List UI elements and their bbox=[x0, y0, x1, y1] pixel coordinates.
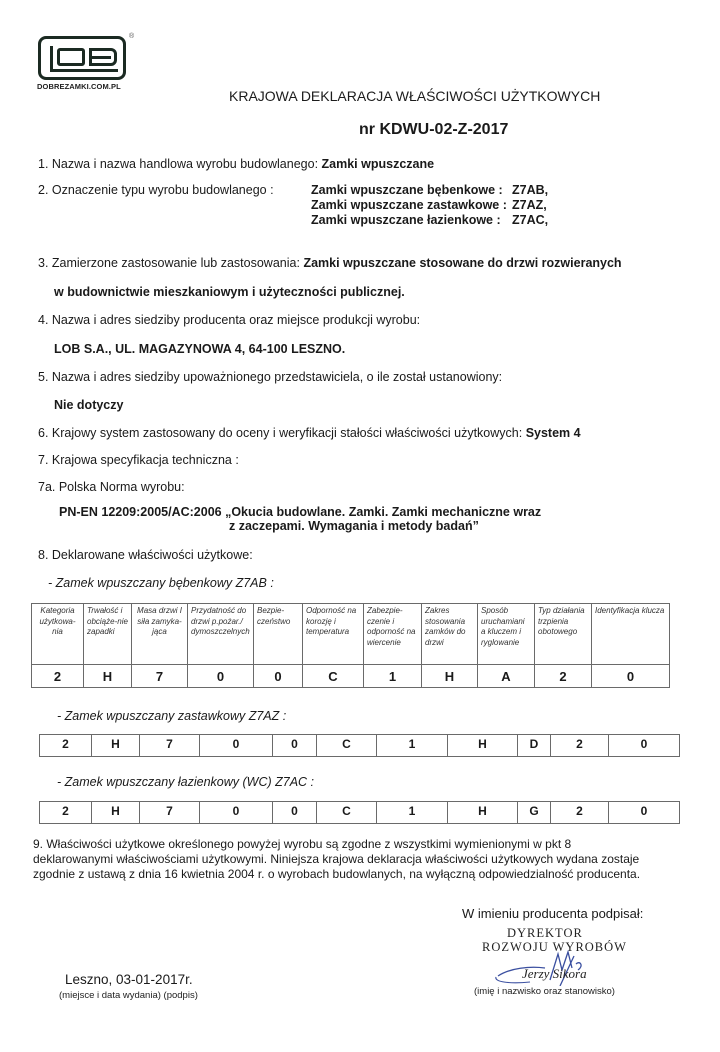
value-cell: H bbox=[422, 665, 478, 688]
section-9 bbox=[33, 837, 640, 882]
value-cell: 7 bbox=[140, 735, 200, 757]
section-9-line: deklarowanymi właściwościami użytkowymi. Niniejsza krajowa deklaracja właściwości użytkowych wydana zostaje bbox=[33, 852, 640, 866]
table-header-row bbox=[32, 604, 670, 665]
header-cell: Przydatność do drzwi p.pożar./ dymoszczelnych bbox=[188, 604, 254, 665]
type-2-name: Zamki wpuszczane zastawkowe : bbox=[311, 198, 507, 212]
value-cell: 0 bbox=[273, 802, 317, 824]
value-cell: 0 bbox=[200, 802, 273, 824]
value-cell: H bbox=[84, 665, 132, 688]
lock-z7az-label: - Zamek wpuszczany zastawkowy Z7AZ : bbox=[57, 709, 287, 723]
header-cell: Zabezpie-czenie i odporność na wiercenie bbox=[364, 604, 422, 665]
value-cell: 0 bbox=[609, 735, 680, 757]
section-1-label: 1. Nazwa i nazwa handlowa wyrobu budowlanego: bbox=[38, 157, 319, 171]
document-title: KRAJOWA DEKLARACJA WŁAŚCIWOŚCI UŻYTKOWYCH bbox=[229, 88, 601, 104]
header-cell: Trwałość i obciąże-nie zapadki bbox=[84, 604, 132, 665]
header-cell: Sposób uruchamiani a kluczem i ryglowanie bbox=[478, 604, 535, 665]
value-cell: A bbox=[478, 665, 535, 688]
value-cell: 2 bbox=[32, 665, 84, 688]
table-row bbox=[40, 735, 680, 757]
properties-table-z7ac bbox=[39, 801, 680, 824]
value-cell: 0 bbox=[188, 665, 254, 688]
value-cell: 2 bbox=[551, 735, 609, 757]
section-5-label: 5. Nazwa i adres siedziby upoważnionego przedstawiciela, o ile został ustanowiony: bbox=[38, 370, 503, 384]
section-5-value: Nie dotyczy bbox=[54, 398, 124, 412]
stamp-title-line1: DYREKTOR bbox=[507, 926, 583, 940]
section-7a-norm-cont: z zaczepami. Wymagania i metody badań” bbox=[229, 519, 479, 533]
signatory-name: Jerzy Sikora bbox=[522, 966, 587, 981]
type-2-code: Z7AZ, bbox=[512, 198, 547, 212]
section-7a-norm: PN-EN 12209:2005/AC:2006 „Okucia budowlane. Zamki. Zamki mechaniczne wraz bbox=[59, 505, 542, 519]
value-cell: 7 bbox=[140, 802, 200, 824]
logo-url: DOBREZAMKI.COM.PL bbox=[37, 82, 121, 91]
section-9-line: 9. Właściwości użytkowe określonego powyżej wyrobu są zgodne z wszystkimi wymienionymi w pkt 8 bbox=[33, 837, 572, 851]
value-cell: 0 bbox=[273, 735, 317, 757]
lock-z7ac-label: - Zamek wpuszczany łazienkowy (WC) Z7AC : bbox=[57, 775, 315, 789]
value-cell: 2 bbox=[551, 802, 609, 824]
value-cell: C bbox=[317, 802, 377, 824]
section-7-label: 7. Krajowa specyfikacja techniczna : bbox=[38, 453, 239, 467]
type-1-code: Z7AB, bbox=[512, 183, 549, 197]
lock-z7ab-label: - Zamek wpuszczany bębenkowy Z7AB : bbox=[48, 576, 274, 590]
value-cell: H bbox=[92, 802, 140, 824]
signed-for-label: W imieniu producenta podpisał: bbox=[462, 906, 644, 921]
value-cell: D bbox=[518, 735, 551, 757]
section-2-label: 2. Oznaczenie typu wyrobu budowlanego : bbox=[38, 183, 274, 197]
header-cell: Zakres stosowania zamków do drzwi bbox=[422, 604, 478, 665]
value-cell: G bbox=[518, 802, 551, 824]
lob-logo-mark bbox=[38, 36, 126, 80]
value-cell: 1 bbox=[377, 802, 448, 824]
section-6-value: System 4 bbox=[525, 426, 581, 440]
value-cell: 2 bbox=[40, 735, 92, 757]
type-1-name: Zamki wpuszczane bębenkowe : bbox=[311, 183, 503, 197]
value-cell: 1 bbox=[364, 665, 422, 688]
value-cell: 2 bbox=[40, 802, 92, 824]
section-4-value: LOB S.A., UL. MAGAZYNOWA 4, 64-100 LESZNO. bbox=[54, 342, 346, 356]
value-cell: C bbox=[303, 665, 364, 688]
value-cell: C bbox=[317, 735, 377, 757]
section-6-label: 6. Krajowy system zastosowany do oceny i weryfikacji stałości właściwości użytkowych: bbox=[38, 426, 523, 440]
section-3-value: Zamki wpuszczane stosowane do drzwi rozwieranych bbox=[303, 256, 622, 270]
value-cell: 0 bbox=[200, 735, 273, 757]
section-3-label: 3. Zamierzone zastosowanie lub zastosowania: bbox=[38, 256, 300, 270]
registered-mark: ® bbox=[129, 33, 135, 40]
header-cell: Identyfikacja klucza bbox=[592, 604, 670, 665]
table-row bbox=[32, 665, 670, 688]
header-cell: Typ działania trzpienia obotowego bbox=[535, 604, 592, 665]
section-3 bbox=[38, 256, 622, 270]
value-cell: 0 bbox=[254, 665, 303, 688]
value-cell: 0 bbox=[609, 802, 680, 824]
section-3-value-cont: w budownictwie mieszkaniowym i użyteczności publicznej. bbox=[54, 285, 405, 299]
section-1 bbox=[38, 157, 434, 171]
section-9-line: zgodnie z ustawą z dnia 16 kwietnia 2004 r. o wyrobach budowlanych, na wyłączną odpowiedzialność producenta. bbox=[33, 867, 641, 881]
type-3-code: Z7AC, bbox=[512, 213, 549, 227]
signature-caption: (imię i nazwisko oraz stanowisko) bbox=[474, 986, 615, 997]
value-cell: H bbox=[448, 735, 518, 757]
section-4-label: 4. Nazwa i adres siedziby producenta oraz miejsce produkcji wyrobu: bbox=[38, 313, 421, 327]
value-cell: H bbox=[448, 802, 518, 824]
value-cell: 1 bbox=[377, 735, 448, 757]
value-cell: 2 bbox=[535, 665, 592, 688]
table-row bbox=[40, 802, 680, 824]
document-number: nr KDWU-02-Z-2017 bbox=[359, 121, 509, 138]
place-and-date: Leszno, 03-01-2017r. bbox=[65, 972, 193, 987]
header-cell: Odporność na korozję i temperatura bbox=[303, 604, 364, 665]
value-cell: 7 bbox=[132, 665, 188, 688]
section-6 bbox=[38, 426, 581, 440]
section-1-value: Zamki wpuszczane bbox=[321, 157, 435, 171]
type-3-name: Zamki wpuszczane łazienkowe : bbox=[311, 213, 501, 227]
place-date-caption: (miejsce i data wydania) (podpis) bbox=[59, 990, 198, 1001]
header-cell: Bezpie-czeństwo bbox=[254, 604, 303, 665]
properties-table-z7az bbox=[39, 734, 680, 757]
stamp-title-line2: ROZWOJU WYROBÓW bbox=[482, 940, 627, 954]
value-cell: 0 bbox=[592, 665, 670, 688]
section-7a-label: 7a. Polska Norma wyrobu: bbox=[38, 480, 185, 494]
properties-table-z7ab bbox=[31, 603, 670, 688]
header-cell: Kategoria użytkowa-nia bbox=[32, 604, 84, 665]
section-8-label: 8. Deklarowane właściwości użytkowe: bbox=[38, 548, 253, 562]
value-cell: H bbox=[92, 735, 140, 757]
header-cell: Masa drzwi I siła zamyka-jąca bbox=[132, 604, 188, 665]
